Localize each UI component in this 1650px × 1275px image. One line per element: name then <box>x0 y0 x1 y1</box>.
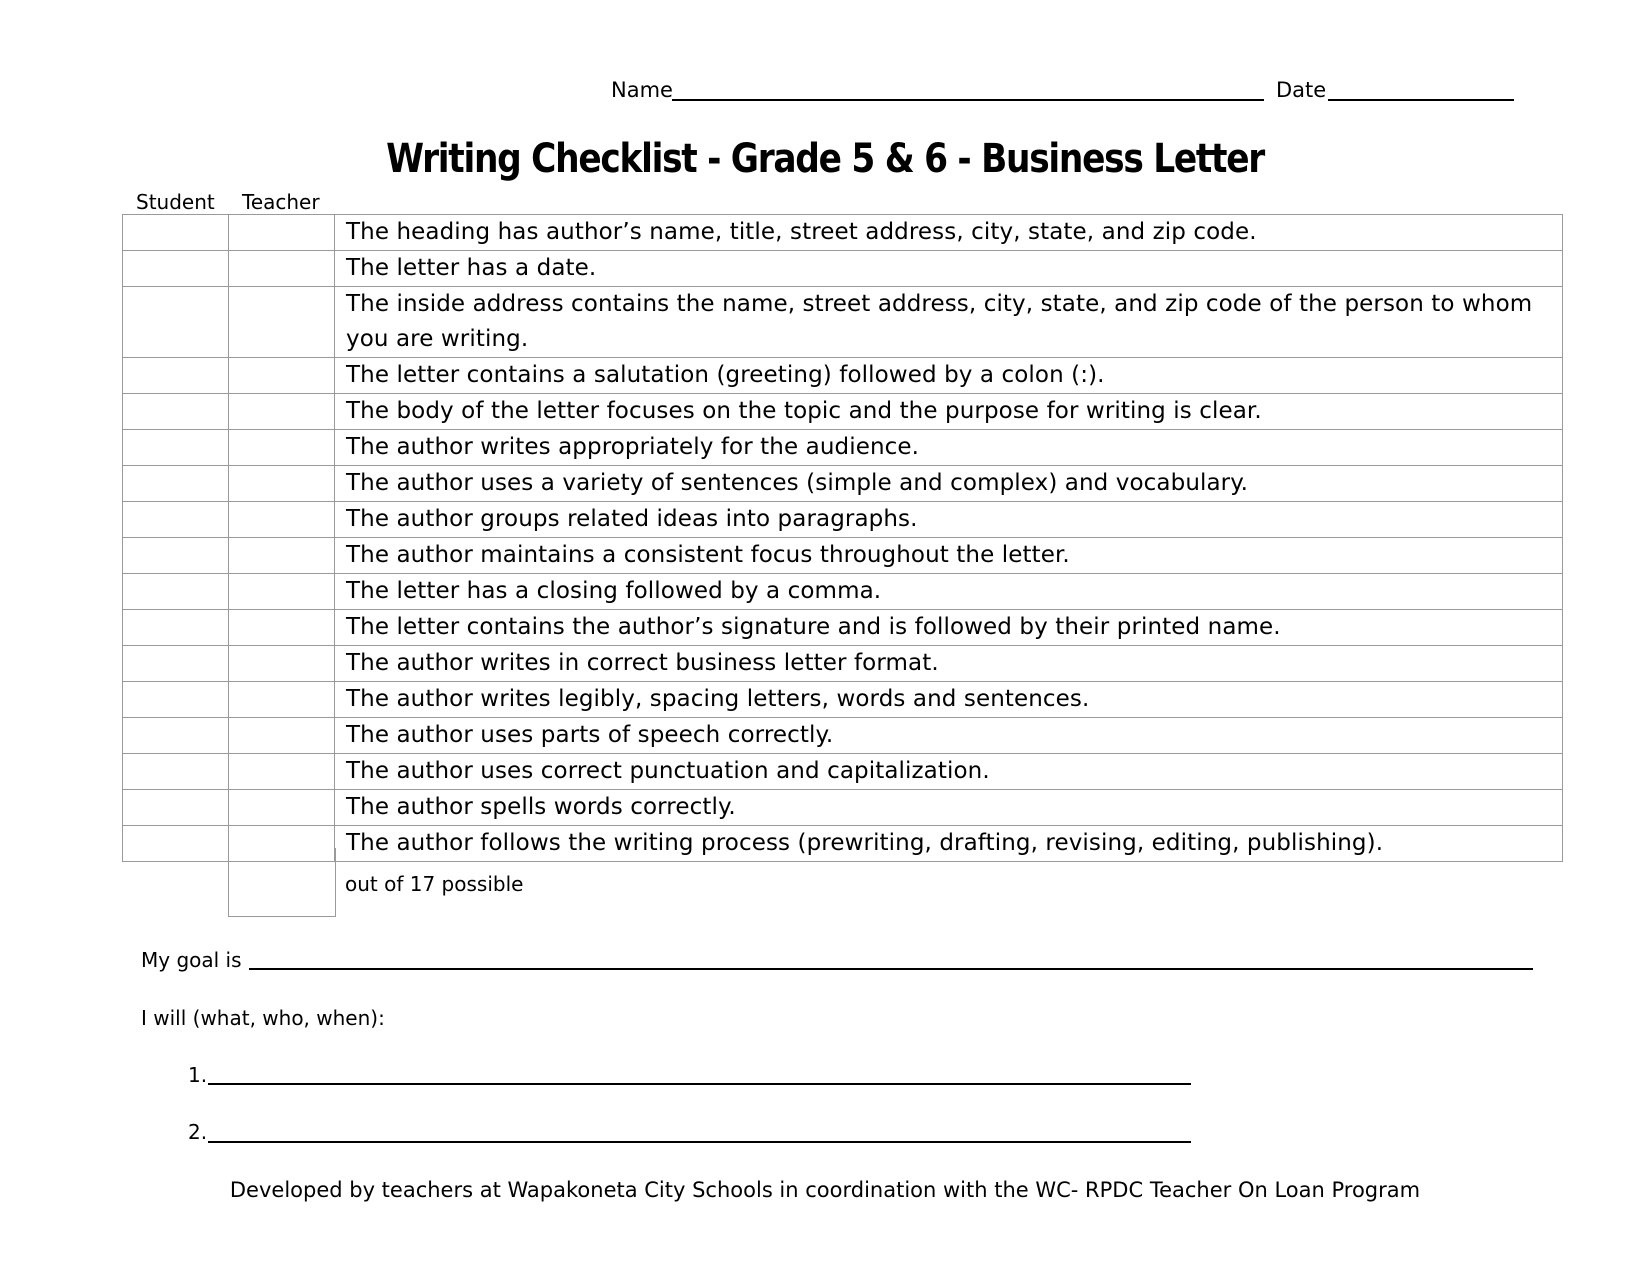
student-check-cell[interactable] <box>123 826 229 862</box>
teacher-check-cell[interactable] <box>229 682 335 718</box>
student-check-cell[interactable] <box>123 790 229 826</box>
checklist-row <box>123 251 1563 287</box>
checklist-row <box>123 754 1563 790</box>
checklist-row <box>123 574 1563 610</box>
checklist-item-text: The author writes in correct business letter format. <box>335 646 1563 682</box>
teacher-check-cell[interactable] <box>229 251 335 287</box>
teacher-column-header: Teacher <box>242 190 320 214</box>
goal-field[interactable] <box>249 968 1533 970</box>
student-check-cell[interactable] <box>123 215 229 251</box>
teacher-check-cell[interactable] <box>229 754 335 790</box>
checklist-row <box>123 215 1563 251</box>
checklist-item-text: The letter has a closing followed by a comma. <box>335 574 1563 610</box>
student-column-header: Student <box>136 190 215 214</box>
teacher-check-cell[interactable] <box>229 718 335 754</box>
checklist-item-text: The author writes legibly, spacing letters, words and sentences. <box>335 682 1563 718</box>
checklist-row <box>123 358 1563 394</box>
checklist-item-text: The heading has author’s name, title, street address, city, state, and zip code. <box>335 215 1563 251</box>
will-field-2[interactable] <box>208 1141 1191 1143</box>
date-label: Date <box>1276 78 1327 102</box>
checklist-row <box>123 790 1563 826</box>
teacher-check-cell[interactable] <box>229 358 335 394</box>
checklist-item-text: The author maintains a consistent focus throughout the letter. <box>335 538 1563 574</box>
checklist-item-text: The letter contains the author’s signature and is followed by their printed name. <box>335 610 1563 646</box>
teacher-check-cell[interactable] <box>229 215 335 251</box>
name-field[interactable] <box>672 99 1264 101</box>
teacher-check-cell[interactable] <box>229 610 335 646</box>
checklist-row <box>123 718 1563 754</box>
checklist-item-text: The letter contains a salutation (greeting) followed by a colon (:). <box>335 358 1563 394</box>
checklist-row <box>123 502 1563 538</box>
teacher-check-cell[interactable] <box>229 574 335 610</box>
teacher-check-cell[interactable] <box>229 430 335 466</box>
teacher-score-box[interactable] <box>228 848 336 917</box>
teacher-check-cell[interactable] <box>229 502 335 538</box>
will-label: I will (what, who, when): <box>141 1006 385 1030</box>
student-check-cell[interactable] <box>123 682 229 718</box>
item-2-number: 2. <box>188 1120 208 1144</box>
student-check-cell[interactable] <box>123 646 229 682</box>
student-check-cell[interactable] <box>123 610 229 646</box>
teacher-check-cell[interactable] <box>229 394 335 430</box>
checklist-row <box>123 287 1563 358</box>
checklist-item-text: The author uses correct punctuation and capitalization. <box>335 754 1563 790</box>
checklist-item-text: The author follows the writing process (prewriting, drafting, revising, editing, publishing). <box>335 826 1563 862</box>
checklist-row <box>123 610 1563 646</box>
checklist-item-text: The body of the letter focuses on the topic and the purpose for writing is clear. <box>335 394 1563 430</box>
student-check-cell[interactable] <box>123 394 229 430</box>
checklist-row <box>123 466 1563 502</box>
will-field-1[interactable] <box>208 1083 1191 1085</box>
teacher-check-cell[interactable] <box>229 466 335 502</box>
checklist-table <box>122 214 1563 862</box>
teacher-check-cell[interactable] <box>229 287 335 358</box>
student-check-cell[interactable] <box>123 430 229 466</box>
name-label: Name <box>611 78 673 102</box>
student-check-cell[interactable] <box>123 287 229 358</box>
student-check-cell[interactable] <box>123 574 229 610</box>
checklist-row <box>123 682 1563 718</box>
student-check-cell[interactable] <box>123 502 229 538</box>
checklist-item-text: The inside address contains the name, street address, city, state, and zip code of the person to whom you are writing. <box>335 287 1563 358</box>
student-check-cell[interactable] <box>123 538 229 574</box>
student-check-cell[interactable] <box>123 466 229 502</box>
checklist-row <box>123 394 1563 430</box>
student-check-cell[interactable] <box>123 251 229 287</box>
page-title: Writing Checklist - Grade 5 & 6 - Business Letter <box>386 136 1264 182</box>
teacher-check-cell[interactable] <box>229 646 335 682</box>
score-label: out of 17 possible <box>345 872 524 896</box>
checklist-row <box>123 538 1563 574</box>
checklist-row <box>123 826 1563 862</box>
student-check-cell[interactable] <box>123 358 229 394</box>
teacher-check-cell[interactable] <box>229 790 335 826</box>
checklist-row <box>123 430 1563 466</box>
checklist-item-text: The author groups related ideas into paragraphs. <box>335 502 1563 538</box>
student-check-cell[interactable] <box>123 718 229 754</box>
date-field[interactable] <box>1328 99 1514 101</box>
checklist-item-text: The author uses a variety of sentences (simple and complex) and vocabulary. <box>335 466 1563 502</box>
checklist-item-text: The author spells words correctly. <box>335 790 1563 826</box>
footer-credit: Developed by teachers at Wapakoneta City Schools in coordination with the WC- RPDC Teacher On Loan Program <box>229 1178 1421 1202</box>
checklist-item-text: The letter has a date. <box>335 251 1563 287</box>
checklist-item-text: The author uses parts of speech correctly. <box>335 718 1563 754</box>
checklist-item-text: The author writes appropriately for the audience. <box>335 430 1563 466</box>
checklist-row <box>123 646 1563 682</box>
item-1-number: 1. <box>188 1063 208 1087</box>
student-check-cell[interactable] <box>123 754 229 790</box>
teacher-check-cell[interactable] <box>229 538 335 574</box>
goal-label: My goal is <box>141 948 242 972</box>
